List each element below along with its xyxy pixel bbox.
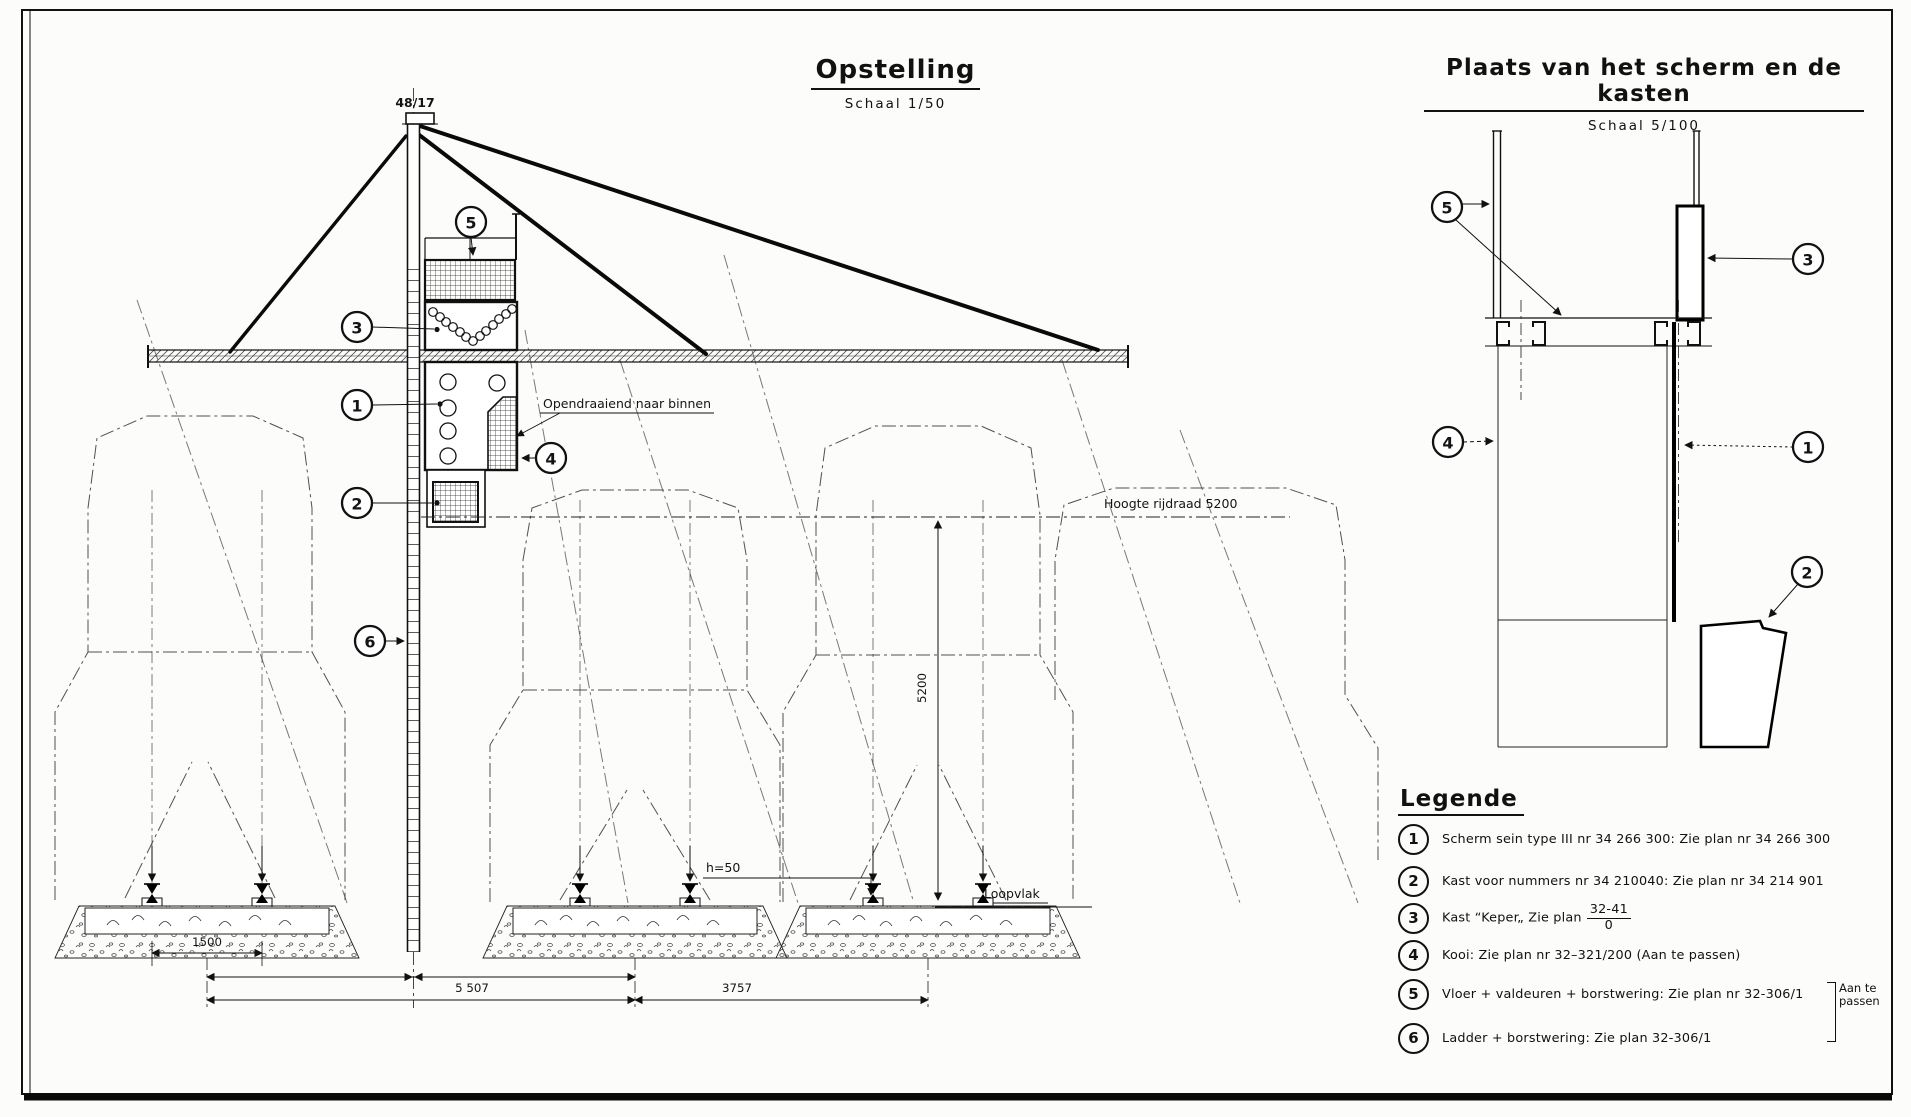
- h50-label: h=50: [706, 860, 741, 875]
- right-scale: Schaal 5/100: [1587, 118, 1701, 134]
- legend-text-4: Kooi: Zie plan nr 32–321/200 (Aan te passen): [1442, 947, 1741, 963]
- beam: [148, 345, 1128, 368]
- legend-item-6: [1398, 1023, 1711, 1053]
- legend: [1398, 786, 1903, 1047]
- wire-height: [421, 496, 1290, 900]
- span2-dim-label: 3757: [721, 981, 753, 995]
- svg-text:Opendraaiend naar binnen: Opendraaiend naar binnen: [543, 396, 711, 411]
- legend-num-5: 5: [1398, 979, 1429, 1010]
- legend-text-5: Vloer + valdeuren + borstwering: Zie plan nr 32-306/1: [1442, 986, 1804, 1002]
- track-right: [776, 846, 1080, 1007]
- left-title-block: [788, 55, 1003, 112]
- mast: [402, 88, 438, 1008]
- right-title: Plaats van het scherm en de kasten: [1424, 55, 1864, 112]
- number-cabinet: [1701, 621, 1786, 747]
- r-callout-5: 5: [1441, 198, 1453, 218]
- callout-2: 2: [351, 494, 363, 514]
- cage-hatch: [488, 397, 517, 470]
- legend-num-4: 4: [1398, 940, 1429, 971]
- surface-notes: [703, 860, 1092, 907]
- callout-5: 5: [465, 213, 477, 233]
- span1-dim-label: 5 507: [455, 981, 489, 995]
- legend-text-1: Scherm sein type III nr 34 266 300: Zie plan nr 34 266 300: [1442, 831, 1831, 847]
- track-sections: [55, 846, 1080, 1007]
- track-left: [55, 846, 359, 1007]
- legend-item-4: [1398, 940, 1740, 970]
- left-scale: Schaal 1/50: [844, 96, 947, 112]
- gauge-profiles: [55, 416, 1378, 902]
- legend-num-6: 6: [1398, 1023, 1429, 1054]
- door-note: [517, 396, 714, 436]
- callout-3: 3: [351, 318, 363, 338]
- rail-axis-lines: [152, 490, 983, 883]
- gauge-dim-label: 1500: [191, 935, 223, 949]
- r-callout-2: 2: [1801, 563, 1813, 583]
- legend-item-1: [1398, 824, 1830, 854]
- adjust-bracket: [1827, 982, 1836, 1042]
- r-callout-1: 1: [1802, 438, 1814, 458]
- r-callout-3: 3: [1802, 250, 1814, 270]
- cage-outline: [1498, 346, 1667, 747]
- mast-size-label: 48/17: [395, 95, 435, 110]
- plan-fraction: $\frac{32-41}{0}$: [1587, 903, 1631, 933]
- legend-item-3: [1398, 903, 1631, 933]
- callout-4: 4: [545, 449, 557, 469]
- adjust-note: Aan te passen: [1839, 981, 1880, 1008]
- legend-num-2: 2: [1398, 866, 1429, 897]
- legend-text-6: Ladder + borstwering: Zie plan 32-306/1: [1442, 1030, 1712, 1046]
- right-drawing: [1432, 131, 1823, 747]
- loopvlak-label: Loopvlak: [984, 886, 1040, 901]
- legend-text-3: Kast “Keper„ Zie plan $\frac{32-41}{0}$: [1442, 903, 1631, 933]
- r-callout-4: 4: [1442, 433, 1454, 453]
- left-title: Opstelling: [811, 55, 979, 90]
- right-title-block: [1424, 55, 1864, 134]
- height-dim-label: 5200: [915, 672, 929, 704]
- keper-cabinet: [1677, 206, 1703, 320]
- callout-1: 1: [351, 396, 363, 416]
- legend-item-5: [1398, 979, 1803, 1009]
- legend-title: Legende: [1398, 786, 1524, 816]
- legend-num-1: 1: [1398, 824, 1429, 855]
- legend-num-3: 3: [1398, 903, 1429, 934]
- callout-6: 6: [364, 632, 376, 652]
- wire-height-label: Hoogte rijdraad 5200: [1104, 496, 1238, 511]
- keper-box: [425, 302, 517, 350]
- legend-text-2: Kast voor nummers nr 34 210040: Zie plan nr 34 214 901: [1442, 873, 1824, 889]
- floor-channels: [1497, 322, 1700, 345]
- legend-item-2: [1398, 866, 1824, 896]
- signal-screen-box: [425, 362, 517, 470]
- number-box: [427, 470, 485, 527]
